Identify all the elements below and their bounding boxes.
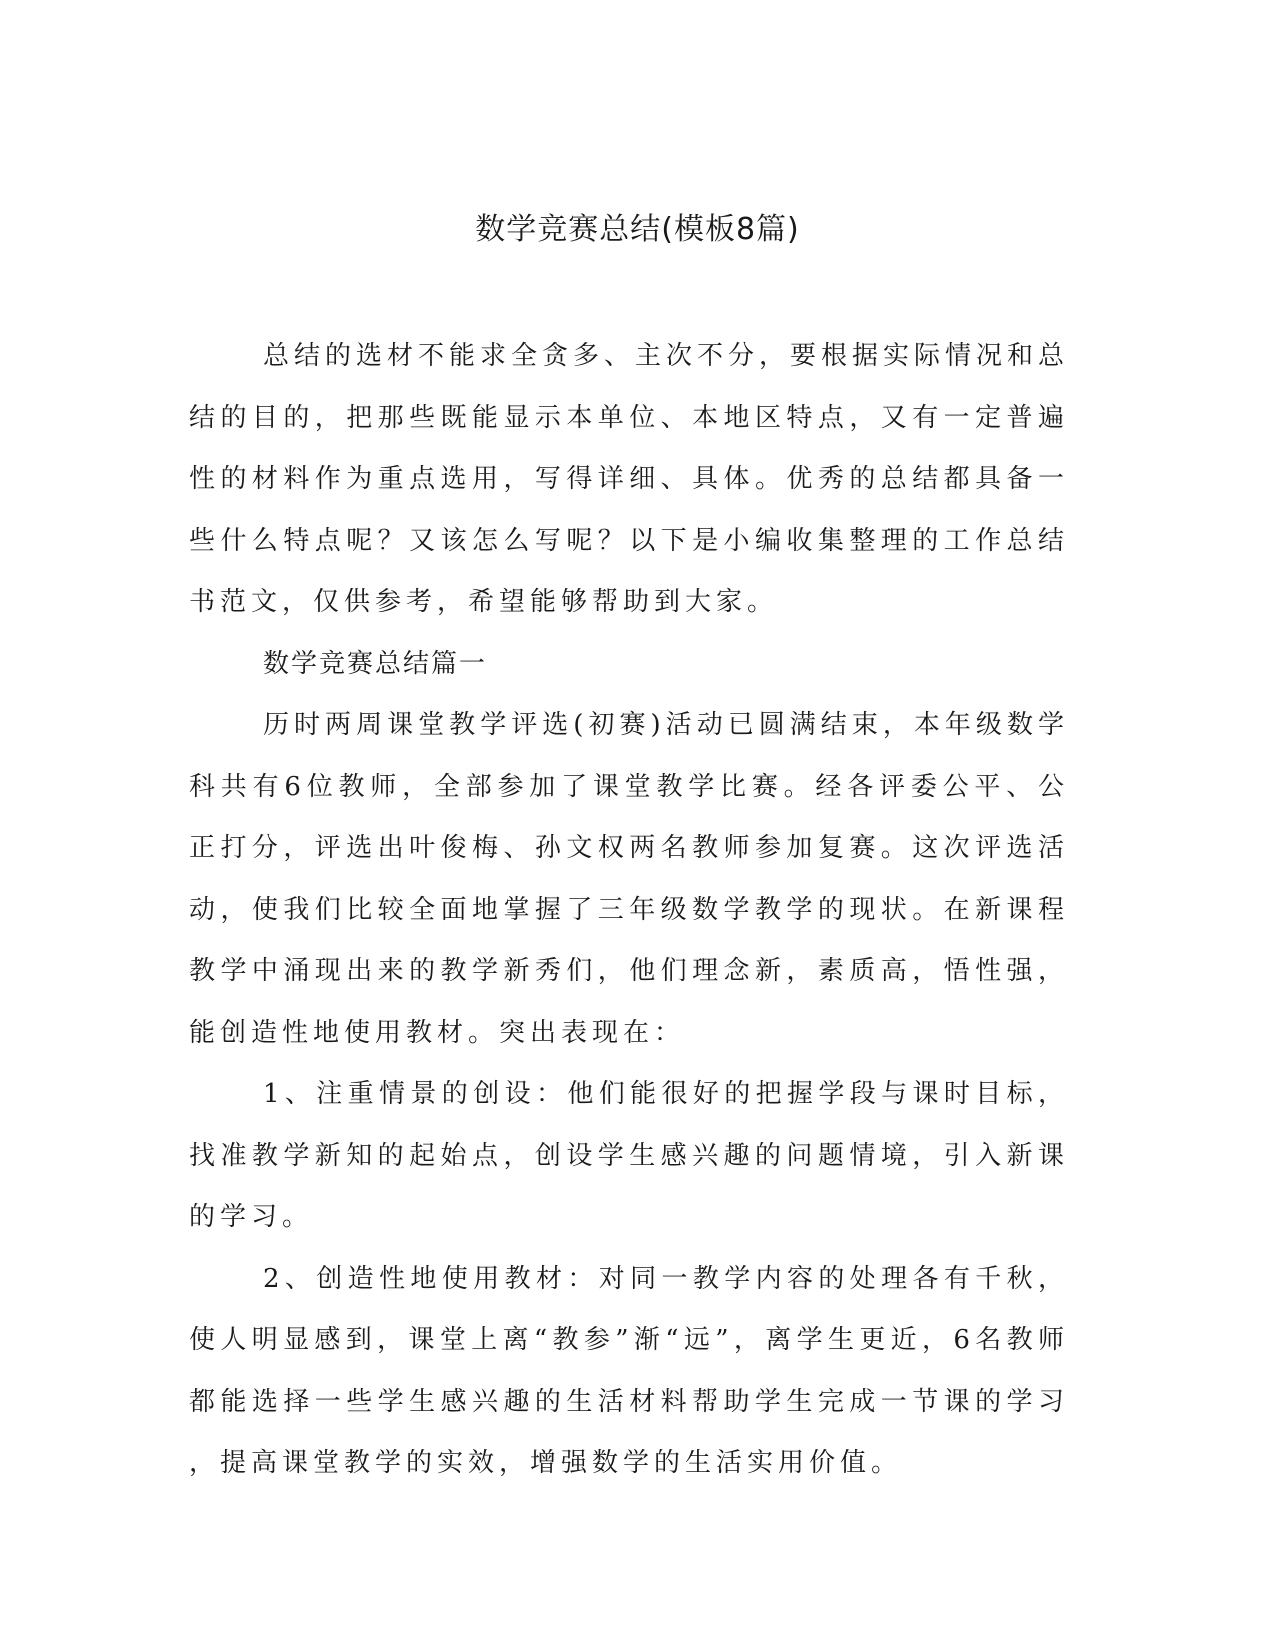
list-item-paragraph: 2、创造性地使用教材：对同一教学内容的处理各有千秋，使人明显感到，课堂上离“教参”渐“远”，离学生更近，6名教师都能选择一些学生感兴趣的生活材料帮助学生完成一节课的学习，提高课堂教学的实效，增强数学的生活实用价值。 <box>189 1263 1069 1478</box>
section-heading: 数学竞赛总结篇一 <box>263 648 488 679</box>
document-body <box>189 326 1069 1495</box>
intro-paragraph: 总结的选材不能求全贪多、主次不分，要根据实际情况和总结的目的，把那些既能显示本单位、本地区特点，又有一定普遍性的材料作为重点选用，写得详细、具体。优秀的总结都具备一些什么特点呢？又该怎么写呢？以下是小编收集整理的工作总结书范文，仅供参考，希望能够帮助到大家。 <box>189 341 1070 617</box>
list-item-paragraph: 1、注重情景的创设：他们能很好的把握学段与课时目标，找准教学新知的起始点，创设学生感兴趣的问题情境，引入新课的学习。 <box>189 1079 1069 1232</box>
document-title: 数学竞赛总结(模板8篇) <box>475 212 800 247</box>
body-paragraph: 历时两周课堂教学评选(初赛)活动已圆满结束，本年级数学科共有6位教师，全部参加了课堂教学比赛。经各评委公平、公正打分，评选出叶俊梅、孙文权两名教师参加复赛。这次评选活动，使我们比较全面地掌握了三年级数学教学的现状。在新课程教学中涌现出来的教学新秀们，他们理念新，素质高，悟性强，能创造性地使用教材。突出表现在： <box>189 710 1069 1048</box>
